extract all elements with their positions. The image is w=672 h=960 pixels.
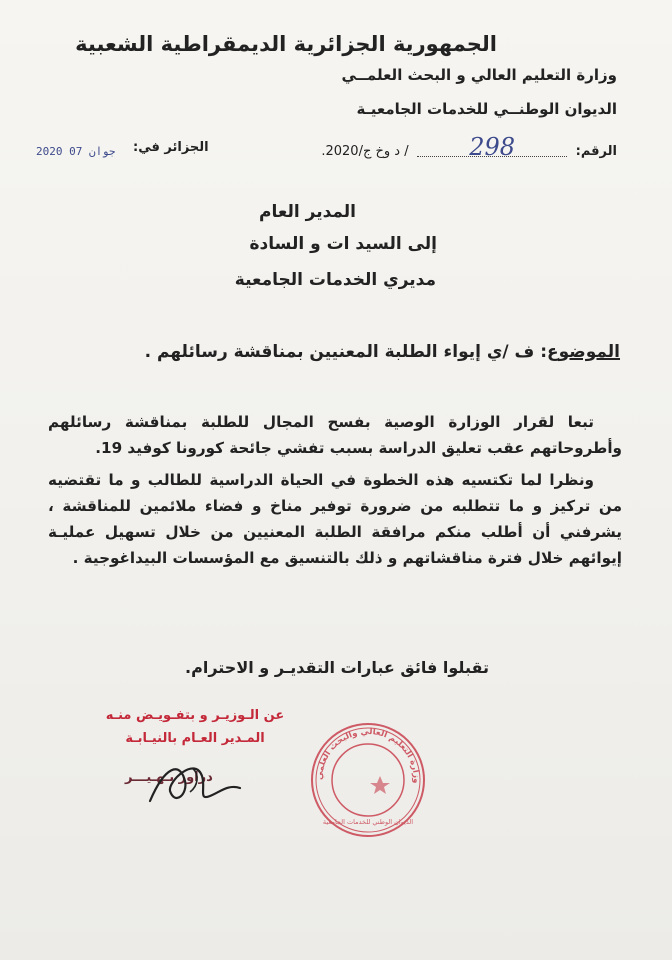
- subject-label: الموضوع: [547, 342, 620, 362]
- svg-text:وزارة التعليم العالي والبحث ال: [315, 727, 421, 784]
- date-stamp: 2020 جوان 07: [36, 145, 116, 158]
- reference-label: الرقم:: [575, 144, 617, 159]
- place-date-label: الجزائر في:: [133, 140, 209, 155]
- closing-formula: تقبلوا فائق عبارات التقديـر و الاحترام.: [185, 658, 489, 677]
- office-name: الديوان الوطنــي للخدمات الجامعيـة: [356, 100, 617, 118]
- body-paragraph-1: تبعا لقرار الوزارة الوصية بفسح المجال للطلبة بمناقشة رسائلهم وأطروحاتهم عقب تعليق الدراسة بسبب تفشي جائحة كورونا كوفيد 19.: [48, 413, 622, 457]
- signatory-name: دراوز بـهـيـــر: [125, 770, 213, 785]
- addressee-line: إلى السيد ات و السادة: [249, 234, 437, 254]
- republic-title: الجمهورية الجزائرية الديمقراطية الشعبية: [75, 32, 497, 56]
- letter-body: [48, 409, 622, 577]
- sender-title: المدير العام: [259, 202, 356, 222]
- handwritten-signature: [140, 746, 250, 816]
- subject-separator: :: [534, 342, 548, 362]
- subject-line: [145, 342, 620, 362]
- reference-line: [321, 133, 617, 161]
- reference-suffix: / د وخ ج/2020.: [321, 144, 409, 159]
- subject-text: ف /ي إيواء الطلبة المعنيين بمناقشة رسائلهم .: [144, 342, 535, 362]
- seal-outer-text: وزارة التعليم العالي والبحث العلمي: [314, 726, 422, 784]
- official-seal: [308, 720, 428, 840]
- signature-delegation-line: عن الـوزيـر و بتفـويـض منـه: [105, 708, 285, 723]
- ministry-name: وزارة التعليم العالي و البحث العلمــي: [341, 66, 617, 84]
- recipients-line: مديري الخدمات الجامعية: [234, 270, 436, 290]
- reference-number: 298: [417, 138, 567, 157]
- signature-title-line: المـدير العـام بالنيـابـة: [125, 731, 265, 746]
- seal-inner-text: الديوان الوطني للخدمات الجامعية: [322, 818, 414, 826]
- body-paragraph-2: ونظرا لما تكتسيه هذه الخطوة في الحياة الدراسية للطالب و ما تقتضيه من تركيز و ما تتطلبه من ضرورة توفير مناخ و فضاء ملائمين للمناقشة ، يشرفني أن أطلب منكم مرافقة الطلبة المعنيين من خلال تسهيل عمليـة إيوائهم خلال فترة مناقشاتهم و ذلك بالتنسيق مع المؤسسات البيداغوجية .: [48, 471, 622, 567]
